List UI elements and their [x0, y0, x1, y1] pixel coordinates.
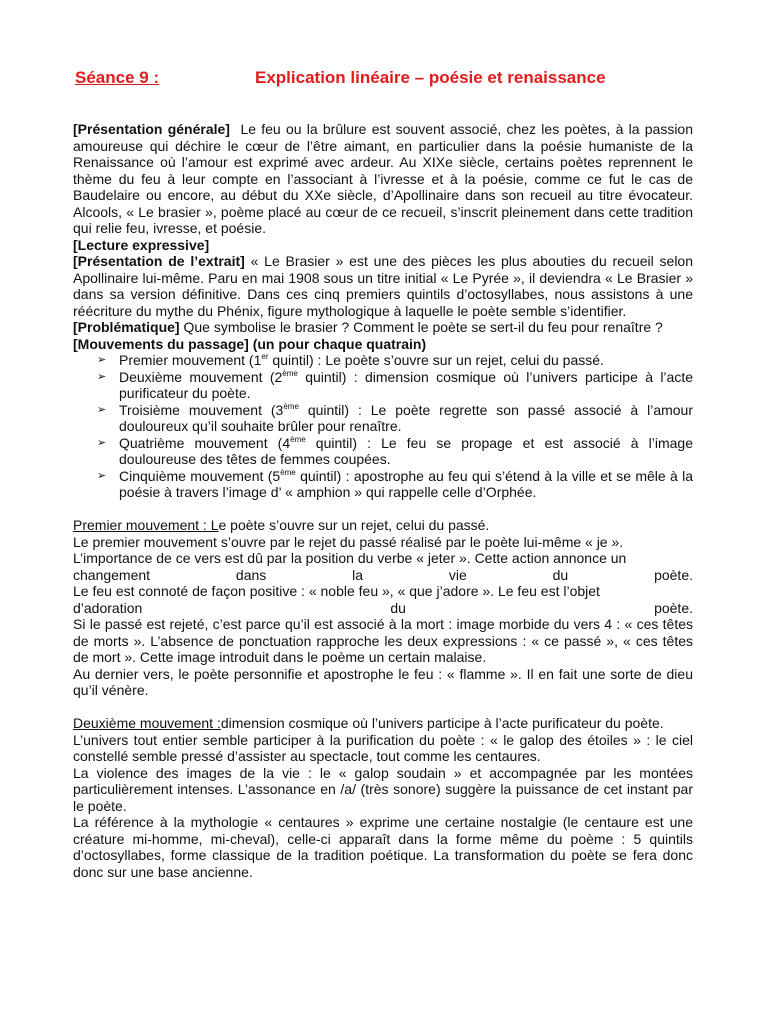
premier-paragraph-3b: d’adoration du poète. [73, 599, 693, 616]
mouvements-label: [Mouvements du passage] (un pour chaque quatrain) [73, 335, 427, 352]
spacer [73, 699, 693, 716]
list-item: ➢ Deuxième mouvement (2ème quintil) : dimension cosmique où l’univers participe à l’acte purificateur du poète. [97, 368, 693, 401]
premier-paragraph-5: Au dernier vers, le poète personnifie et apostrophe le feu : « flamme ». Il en fait une sorte de dieu qu’il vénère. [73, 665, 693, 698]
document-body [73, 121, 693, 880]
premier-heading [73, 517, 693, 534]
presentation-label: [Présentation générale] [73, 121, 230, 137]
problematique-label: [Problématique] [73, 319, 180, 335]
arrow-bullet-icon: ➢ [97, 469, 107, 482]
premier-heading-text: e poète s’ouvre sur un rejet, celui du passé. [218, 517, 490, 533]
premier-paragraph-1: Le premier mouvement s’ouvre par le rejet du passé réalisé par le poète lui-même « je ». [73, 533, 624, 550]
list-item: ➢ Troisième mouvement (3ème quintil) : Le poète regrette son passé associé à l’amour douloureux qu’il souhaite brûler pour renaître. [97, 401, 693, 434]
arrow-bullet-icon: ➢ [97, 370, 107, 383]
spacer [73, 501, 693, 518]
premier-paragraph-4: Si le passé est rejeté, c’est parce qu’il est associé à la mort : image morbide du vers 4 : « ces têtes de morts ». L’absence de ponctuation rapproche les deux expressions : « ce passé », « ces têtes de mort ». Cette image introduit dans le poème un certain malaise. [73, 616, 693, 665]
deuxieme-paragraph-2: La violence des images de la vie : le « galop soudain » et accompagnée par les montées particulièrement intenses. L’assonance en /a/ (très sonore) suggère la puissance de cet instant par le poète. [73, 764, 693, 814]
problematique-paragraph [73, 319, 693, 336]
list-item: ➢ Cinquième mouvement (5ème quintil) : apostrophe au feu qui s’étend à la ville et se mêle à la poésie à travers l’image d’ « amphion » qui rappelle celle d’Orphée. [97, 467, 694, 500]
arrow-bullet-icon: ➢ [97, 436, 107, 449]
deuxieme-paragraph-1: L’univers tout entier semble participer à la purification du poète : « le galop des étoiles » : le ciel constellé semble pressé d’assister au spectacle, tout comme les centaures. [73, 731, 693, 764]
title-text: Explication linéaire – poésie et renaissance [255, 68, 606, 87]
presentation-text: Le feu ou la brûlure est souvent associé, chez les poètes, à la passion amoureuse qui déchire le cœur de l’être aimant, en particulier dans la poésie humaniste de la Renaissance où l’amour est exprimé avec ardeur. Au XIXe siècle, certains poètes reprennent le thème du feu à leur compte en l’associant à l’ivresse et à la poésie, comme ce fut le cas de Baudelaire ou encore, au début du XXe siècle, d’Apollinaire dans son recueil au titre évocateur. Alcools, « Le brasier », poème placé au cœur de ce recueil, s’inscrit pleinement dans cette tradition qui relie feu, ivresse, et poésie. [73, 121, 694, 236]
list-item: ➢ Quatrième mouvement (4ème quintil) : Le feu se propage et est associé à l’image douloureuse des têtes de femmes coupées. [97, 434, 694, 467]
arrow-bullet-icon: ➢ [97, 403, 107, 416]
premier-paragraph-3a: Le feu est connoté de façon positive : « noble feu », « que j’adore ». Le feu est l’objet [73, 583, 600, 599]
deuxieme-label: Deuxième mouvement : [73, 715, 221, 731]
premier-paragraph-2a: L’importance de ce vers est dû par la position du verbe « jeter ». Cette action annonce un [73, 550, 627, 566]
seance-number: Séance 9 : [75, 68, 160, 87]
deuxieme-heading-text: dimension cosmique où l’univers participe à l’acte purificateur du poète. [220, 715, 664, 731]
extrait-label: [Présentation de l’extrait] [73, 253, 245, 269]
deuxieme-heading [73, 715, 693, 732]
list-item: ➢ Premier mouvement (1er quintil) : Le poète s’ouvre sur un rejet, celui du passé. [97, 352, 604, 368]
lecture-label: [Lecture expressive] [73, 236, 210, 253]
page-title [75, 68, 606, 88]
arrow-bullet-icon: ➢ [97, 354, 107, 366]
problematique-text: Que symbolise le brasier ? Comment le poète se sert-il du feu pour renaître ? [183, 319, 663, 335]
premier-paragraph-2b: changement dans la vie du poète. [73, 566, 693, 583]
deuxieme-paragraph-3: La référence à la mythologie « centaures » exprime une certaine nostalgie (le centaure est une créature mi-homme, mi-cheval), celle-ci apparaît dans la forme même du poème : 5 quintils d’octosyllabes, forme classique de la tradition poétique. La transformation du poète se fera donc donc sur une base ancienne. [73, 814, 693, 880]
premier-label: Premier mouvement : L [73, 517, 219, 533]
extrait-paragraph [73, 253, 693, 319]
presentation-paragraph [73, 121, 693, 237]
extrait-text: « Le Brasier » est une des pièces les plus abouties du recueil selon Apollinaire lui-même. Paru en mai 1908 sous un titre initial « Le Pyrée », il deviendra « Le Brasier » dans sa version définitive. Dans ces cinq premiers quintils d’octosyllabes, nous assistons à une réécriture du mythe du Phénix, figure mythologique à laquelle le poète semble s’identifier. [73, 253, 694, 319]
